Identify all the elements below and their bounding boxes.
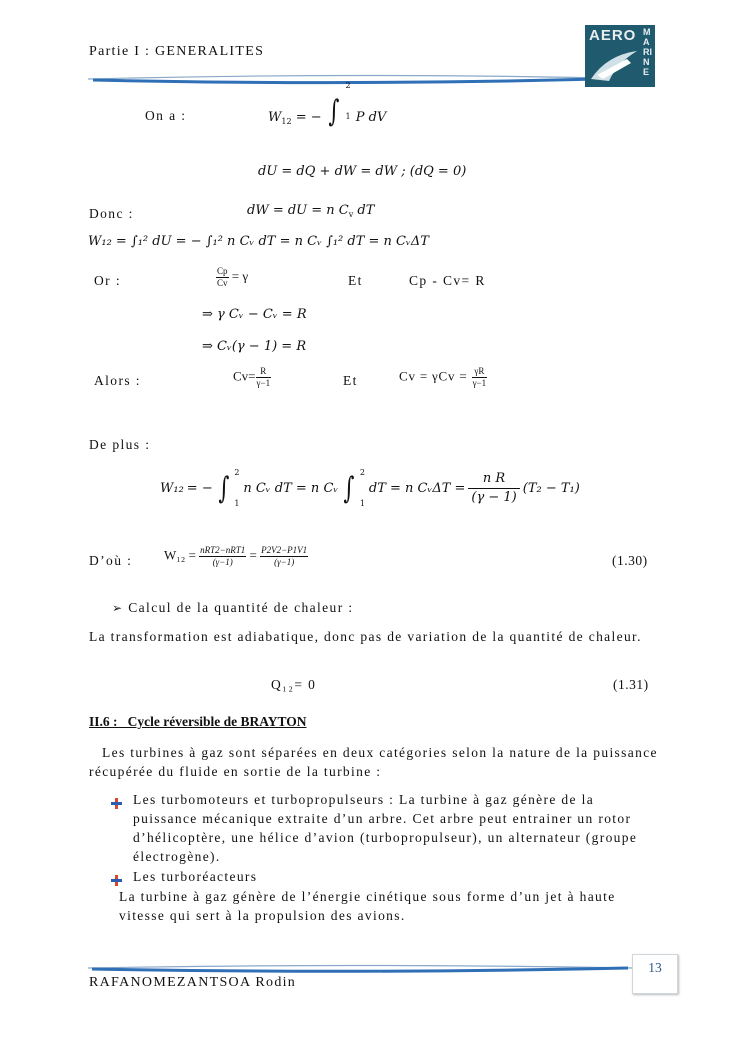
eq10-label: D’où : xyxy=(89,553,133,568)
eq10-number: (1.30) xyxy=(612,553,648,568)
eq8-label: Alors : xyxy=(94,373,141,388)
chaleur-heading: ➢ Calcul de la quantité de chaleur : xyxy=(112,600,354,615)
eq5-relation: Cp - Cv= R xyxy=(409,273,486,288)
eq9-formula: W₁₂ = − ∫ 2 1 n Cᵥ dT = n Cᵥ ∫ 2 1 dT = n CᵥΔT = $\frac{\text{n R}}{(\gamma - 1)}$ (T₂ − T₁) xyxy=(160,468,580,508)
q12-formula: Q₁₂= 0 xyxy=(271,677,317,692)
footer-author: RAFANOMEZANTSOA Rodin xyxy=(89,975,297,990)
bullet-item-turboreacteurs: Les turboréacteurs xyxy=(133,869,258,884)
aeromarine-logo: AERO MARINE xyxy=(585,25,655,87)
eq1-label: On a : xyxy=(145,108,187,123)
eq8-et: Et xyxy=(343,373,358,388)
airplane-icon xyxy=(587,45,643,85)
eq8-cv: Cv= $\frac{R}{\gamma-1}$ xyxy=(233,366,271,388)
arrow-bullet-icon: ➢ xyxy=(112,601,124,615)
eq5-formula: $\frac{Cp}{Cv}$ = γ xyxy=(217,266,249,288)
turboreacteurs-paragraph: La turbine à gaz génère de l’énergie cinétique sous forme d’un jet à haute vitesse qui sert à la propulsion des avions. xyxy=(119,889,616,923)
page-number-box: 13 xyxy=(632,954,678,994)
intro-paragraph: Les turbines à gaz sont séparées en deux catégories selon la nature de la puissance récupérée du fluide en sortie de la turbine : xyxy=(89,745,658,779)
eq6-formula: ⇒ γ Cᵥ − Cᵥ = R xyxy=(202,307,307,322)
eq7-formula: ⇒ Cᵥ(γ − 1) = R xyxy=(202,339,307,354)
eq5-label: Or : xyxy=(94,273,121,288)
eq9-label: De plus : xyxy=(89,437,151,452)
eq3-label: Donc : xyxy=(89,206,134,221)
bullet-icon xyxy=(111,794,122,812)
bullet-item-turbomoteurs: Les turbomoteurs et turbopropulseurs : La turbine à gaz génère de la puissance mécanique extraite d’un arbre. Cet arbre peut entrainer un rotor d’hélicoptère, une hélice d’avion (turbopropulseur), un alternateur (groupe électrogène). xyxy=(133,792,638,864)
section-title: II.6 : Cycle réversible de BRAYTON xyxy=(89,714,307,729)
eq8-cv2: Cv = γCv = $\frac{\gamma R}{\gamma-1}$ xyxy=(399,366,487,388)
footer-rule xyxy=(88,962,633,976)
eq5-et: Et xyxy=(348,273,363,288)
eq1-formula: $W_{12}$ = − ∫ 2 1 P dV xyxy=(268,81,387,129)
eq4-formula: W₁₂ = ∫₁² dU = − ∫₁² n Cᵥ dT = n Cᵥ ∫₁² dT = n CᵥΔT xyxy=(88,234,429,249)
chaleur-paragraph: La transformation est adiabatique, donc pas de variation de la quantité de chaleur. xyxy=(89,629,642,644)
eq10-formula: W₁₂ = $\frac{\text{nRT2−nRT1}}{(\gamma-1)}$ = $\frac{P2V2-P1V1}{(\gamma-1)}$ xyxy=(164,545,308,567)
page-header-title: Partie I : GENERALITES xyxy=(89,44,265,59)
eq3-formula: dW = dU = n $C_v$ dT xyxy=(247,203,375,219)
eq11-number: (1.31) xyxy=(613,677,649,692)
eq2-formula: dU = dQ + dW = dW ; (dQ = 0) xyxy=(258,164,467,179)
